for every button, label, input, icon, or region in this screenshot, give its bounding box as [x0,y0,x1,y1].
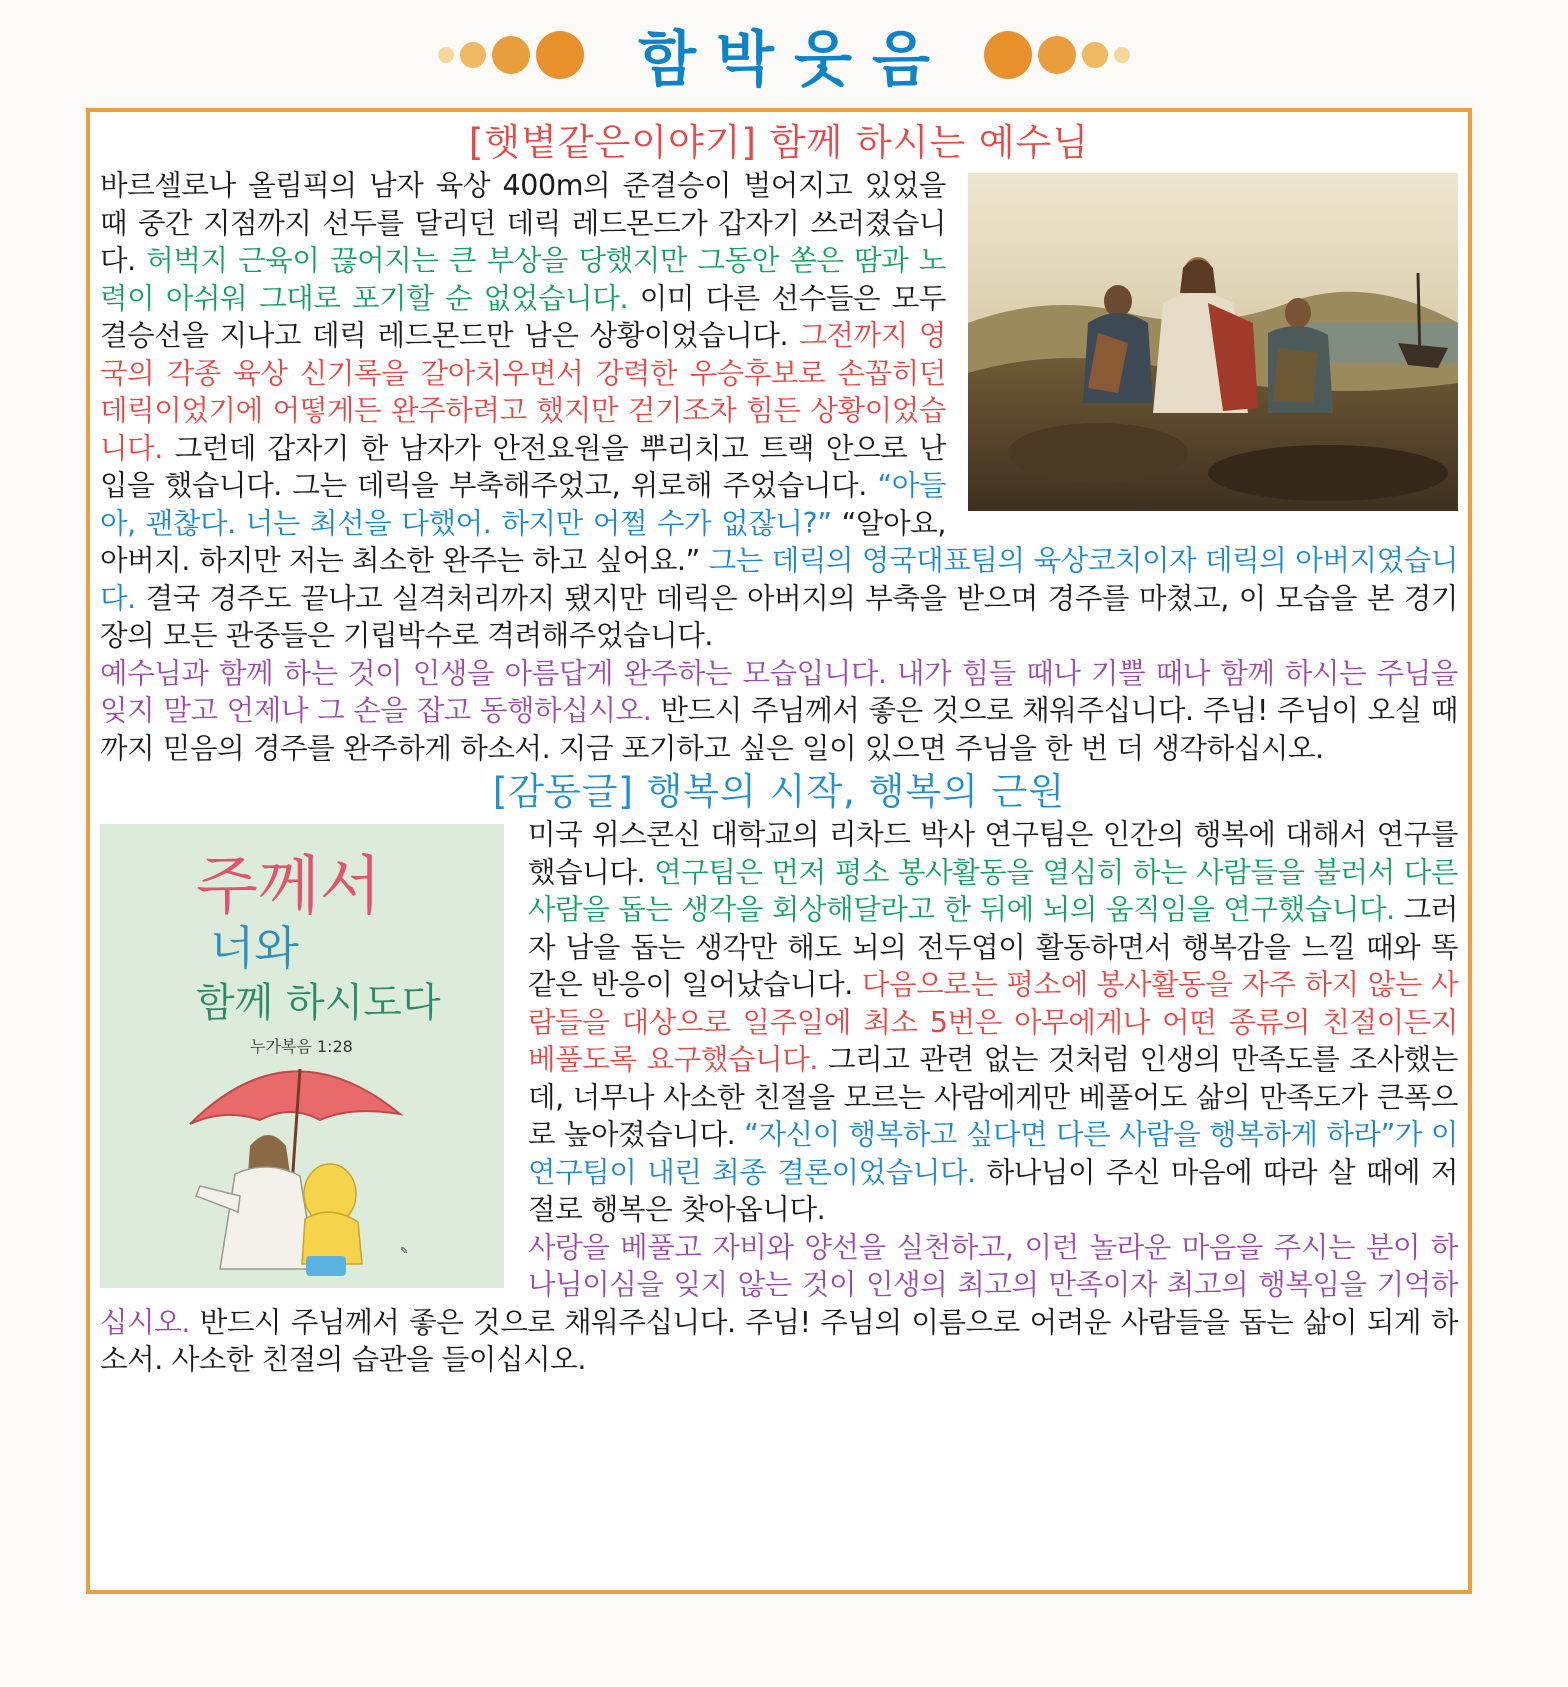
calligraphy-line-3: 함께 하시도다 [196,980,441,1026]
text-span: “알아요, 아버지. 하지만 저는 최소한 완주는 하고 싶어요.” [100,506,946,577]
text-span: 이미 다른 선수들은 모두 결승선을 지나고 데릭 레드몬드만 남은 상황이었습니다. [100,281,946,352]
page-title: 함박웃음 [638,25,950,95]
text-span: 예수님과 함께 하는 것이 인생을 아름답게 완주하는 모습입니다. 내가 힘들 때나 기쁠 때나 함께 하시는 주님을 잊지 말고 언제나 그 손을 잡고 동행하십시오. [100,656,1458,727]
text-span: 하나님이 주신 마음에 따라 살 때에 저절로 행복은 찾아옵니다. [528,1155,1458,1226]
text-span: 반드시 주님께서 좋은 것으로 채워주십니다. 주님! 주님의 이름으로 어려운 사람들을 돕는 삶이 되게 하소서. 사소한 친절의 습관을 들이십시오. [100,1305,1458,1376]
jesus-painting-image [968,173,1458,511]
calligraphy-illustration [100,824,504,1288]
text-span: 다음으로는 평소에 봉사활동을 자주 하지 않는 사람들을 대상으로 일주일에 최소 5번은 아무에게나 어떤 종류의 친절이든지 베풀도록 요구했습니다. [528,968,1458,1076]
text-span: 결국 경주도 끝나고 실격처리까지 됐지만 데릭은 아버지의 부축을 받으며 경주를 마쳤고, 이 모습을 본 경기장의 모든 관중들은 기립박수로 격려해주었습니다. [100,581,1459,652]
section-1-closing [100,655,1458,768]
text-span: 그전까지 영국의 각종 육상 신기록을 갈아치우면서 강력한 우승후보로 손꼽히던 데릭이었기에 어떻게든 완주하려고 했지만 걷기조차 힘든 상황이었습니다. [100,319,946,465]
decorative-dots-right [984,31,1130,79]
calligraphy-verse-ref: 누가복음 1:28 [250,1037,353,1056]
section-title-2: [감동글] 행복의 시작, 행복의 근원 [492,770,1066,813]
text-span: “아들아, 괜찮다. 너는 최선을 다했어. 하지만 어쩔 수가 없잖니?” [100,469,946,540]
text-span: 반드시 주님께서 좋은 것으로 채워주십니다. 주님! 주님이 오실 때 까지 믿음의 경주를 완주하게 하소서. 지금 포기하고 싶은 일이 있으면 주님을 한 번 더 생각하십시오. [100,694,1458,765]
text-span: 허벅지 근육이 끊어지는 큰 부상을 당했지만 그동안 쏟은 땀과 노력이 아쉬워 그대로 포기할 순 없었습니다. [100,244,947,315]
text-span: 그러자 남을 돕는 생각만 해도 뇌의 전두엽이 활동하면서 행복감을 느낄 때와 똑같은 반응이 일어났습니다. [528,893,1458,1001]
text-span: 그리고 관련 없는 것처럼 인생의 만족도를 조사했는데, 너무나 사소한 친절을 모르는 사람에게만 베풀어도 삶의 만족도가 큰폭으로 높아졌습니다. [528,1043,1458,1151]
text-span: 연구팀은 먼저 평소 봉사활동을 열심히 하는 사람들을 불러서 다른 사람을 돕는 생각을 회상해달라고 한 뒤에 뇌의 움직임을 연구했습니다. [528,855,1458,926]
page-header [0,12,1568,98]
calligraphy-line-1: 주께서 [196,850,382,924]
text-span: 바르셀로나 올림픽의 남자 육상 400m의 준결승이 벌어지고 있었을 때 중간 지점까지 선두를 달리던 데릭 레드몬드가 갑자기 쓰러졌습니다. [100,169,946,277]
svg-text:✎: ✎ [400,1246,409,1257]
text-span: “자신이 행복하고 싶다면 다른 사람을 행복하게 하라”가 이 연구팀이 내린 최종 결론이었습니다. [528,1118,1458,1189]
text-span: 그는 데릭의 영국대표팀의 육상코치이자 데릭의 아버지였습니다. [100,544,1458,615]
decorative-dots-left [438,31,584,79]
section-title-1: [햇볕같은이야기] 함께 하시는 예수님 [468,121,1090,164]
article-content [100,118,1458,1578]
text-span: 사랑을 베풀고 자비와 양선을 실천하고, 이런 놀라운 마음을 주시는 분이 하나님이심을 잊지 않는 것이 인생의 최고의 만족이자 최고의 행복임을 기억하십시오. [100,1230,1458,1339]
text-span: 미국 위스콘신 대학교의 리차드 박사 연구팀은 인간의 행복에 대해서 연구를 했습니다. [528,818,1458,889]
calligraphy-line-2: 너와 [210,921,299,975]
text-span: 그런데 갑자기 한 남자가 안전요원을 뿌리치고 트랙 안으로 난입을 했습니다. 그는 데릭을 부축해주었고, 위로해 주었습니다. [100,431,946,502]
